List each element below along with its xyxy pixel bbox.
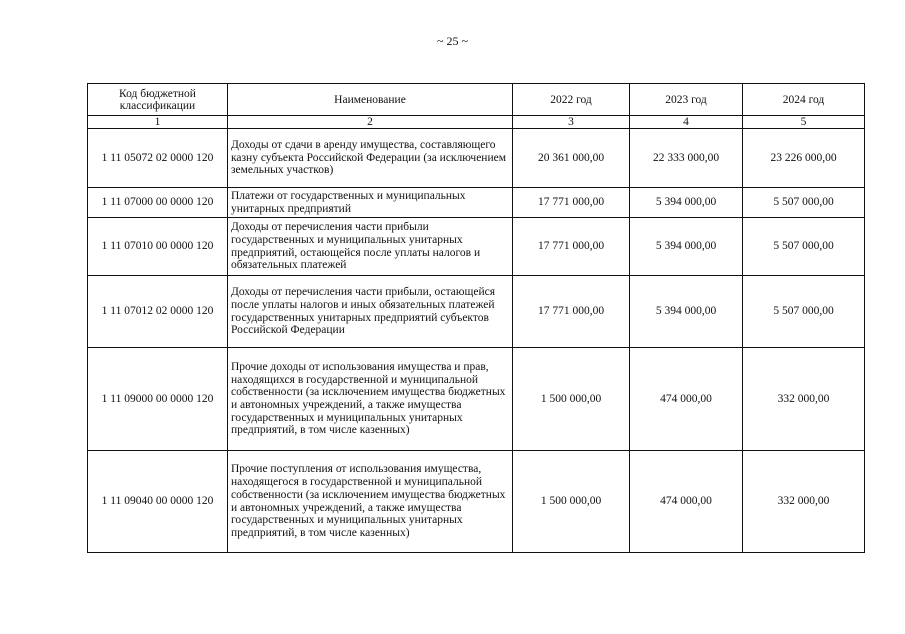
budget-code: 1 11 07012 02 0000 120 bbox=[88, 276, 228, 348]
amount-2022: 17 771 000,00 bbox=[513, 276, 630, 348]
budget-code: 1 11 05072 02 0000 120 bbox=[88, 129, 228, 188]
budget-revenue-table bbox=[87, 83, 865, 553]
table-row bbox=[88, 188, 865, 218]
amount-2022: 1 500 000,00 bbox=[513, 451, 630, 553]
amount-2024: 5 507 000,00 bbox=[743, 218, 865, 276]
amount-2024: 5 507 000,00 bbox=[743, 188, 865, 218]
revenue-name: Доходы от сдачи в аренду имущества, составляющего казну субъекта Российской Федерации (за исключением земельных участков) bbox=[228, 129, 513, 188]
page-number: ~ 25 ~ bbox=[437, 34, 468, 48]
column-number: 4 bbox=[630, 116, 743, 129]
header-2023: 2023 год bbox=[630, 84, 743, 116]
revenue-name: Доходы от перечисления части прибыли государственных и муниципальных унитарных предприятий, остающейся после уплаты налогов и обязательных платежей bbox=[228, 218, 513, 276]
header-2024: 2024 год bbox=[743, 84, 865, 116]
amount-2023: 22 333 000,00 bbox=[630, 129, 743, 188]
amount-2023: 5 394 000,00 bbox=[630, 218, 743, 276]
revenue-name: Доходы от перечисления части прибыли, остающейся после уплаты налогов и иных обязательных платежей государственных унитарных предприятий субъектов Российской Федерации bbox=[228, 276, 513, 348]
amount-2023: 5 394 000,00 bbox=[630, 276, 743, 348]
amount-2024: 332 000,00 bbox=[743, 451, 865, 553]
header-2022: 2022 год bbox=[513, 84, 630, 116]
column-number: 5 bbox=[743, 116, 865, 129]
revenue-name: Прочие доходы от использования имущества и прав, находящихся в государственной и муниципальной собственности (за исключением имущества бюджетных и автономных учреждений, а также имущества государственных и муниципальных унитарных предприятий, в том числе казенных) bbox=[228, 348, 513, 451]
column-number-row bbox=[88, 116, 865, 129]
table-row bbox=[88, 348, 865, 451]
budget-code: 1 11 09000 00 0000 120 bbox=[88, 348, 228, 451]
revenue-name: Платежи от государственных и муниципальных унитарных предприятий bbox=[228, 188, 513, 218]
table-row bbox=[88, 129, 865, 188]
amount-2024: 23 226 000,00 bbox=[743, 129, 865, 188]
column-number: 2 bbox=[228, 116, 513, 129]
revenue-name: Прочие поступления от использования имущества, находящегося в государственной и муниципальной собственности (за исключением имущества бюджетных и автономных учреждений, а также имущества государственных и муниципальных унитарных предприятий, в том числе казенных) bbox=[228, 451, 513, 553]
amount-2023: 474 000,00 bbox=[630, 348, 743, 451]
budget-code: 1 11 07010 00 0000 120 bbox=[88, 218, 228, 276]
amount-2023: 5 394 000,00 bbox=[630, 188, 743, 218]
amount-2022: 17 771 000,00 bbox=[513, 218, 630, 276]
column-number: 1 bbox=[88, 116, 228, 129]
budget-code: 1 11 09040 00 0000 120 bbox=[88, 451, 228, 553]
column-number: 3 bbox=[513, 116, 630, 129]
header-name: Наименование bbox=[228, 84, 513, 116]
amount-2024: 5 507 000,00 bbox=[743, 276, 865, 348]
table-row bbox=[88, 276, 865, 348]
table-row bbox=[88, 218, 865, 276]
amount-2022: 20 361 000,00 bbox=[513, 129, 630, 188]
table-row bbox=[88, 451, 865, 553]
amount-2024: 332 000,00 bbox=[743, 348, 865, 451]
table-header-row bbox=[88, 84, 865, 116]
budget-code: 1 11 07000 00 0000 120 bbox=[88, 188, 228, 218]
header-code: Код бюджетной классификации bbox=[88, 84, 228, 116]
amount-2022: 17 771 000,00 bbox=[513, 188, 630, 218]
amount-2022: 1 500 000,00 bbox=[513, 348, 630, 451]
amount-2023: 474 000,00 bbox=[630, 451, 743, 553]
